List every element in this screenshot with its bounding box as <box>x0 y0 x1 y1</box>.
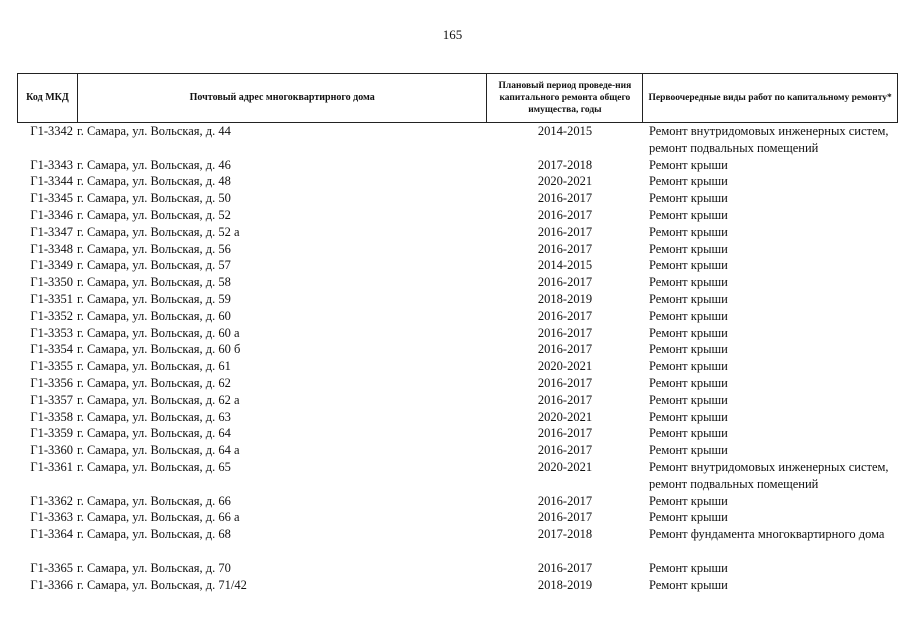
cell-works: Ремонт крыши <box>649 560 728 575</box>
cell-works: Ремонт крыши <box>649 275 728 290</box>
cell-address: г. Самара, ул. Вольская, д. 46 <box>77 157 231 172</box>
table-row <box>17 291 898 308</box>
cell-works: Ремонт внутридомовых инженерных систем, ремонт подвальных помещений <box>649 459 889 491</box>
cell-address: г. Самара, ул. Вольская, д. 52 а <box>77 224 240 239</box>
cell-works: Ремонт внутридомовых инженерных систем, ремонт подвальных помещений <box>649 124 889 155</box>
cell-works: Ремонт крыши <box>649 191 728 206</box>
cell-address: г. Самара, ул. Вольская, д. 71/42 <box>77 577 247 592</box>
cell-address: г. Самара, ул. Вольская, д. 50 <box>77 191 231 206</box>
table-row <box>17 257 898 274</box>
cell-period: 2016-2017 <box>537 241 593 256</box>
cell-period: 2020-2021 <box>537 174 593 189</box>
table-row <box>17 157 898 174</box>
table-row <box>17 493 898 510</box>
cell-works: Ремонт крыши <box>649 157 728 172</box>
cell-period: 2018-2019 <box>537 291 593 306</box>
cell-code: Г1-3352 <box>30 308 73 323</box>
cell-address: г. Самара, ул. Вольская, д. 64 а <box>77 443 240 458</box>
table-row <box>17 341 898 358</box>
cell-address: г. Самара, ул. Вольская, д. 66 <box>77 493 231 508</box>
cell-code: Г1-3358 <box>30 409 73 424</box>
cell-period: 2017-2018 <box>537 527 593 542</box>
cell-works: Ремонт фундамента многоквартирного дома <box>649 527 885 542</box>
cell-works: Ремонт крыши <box>649 577 728 592</box>
cell-period: 2017-2018 <box>537 157 593 172</box>
cell-code: Г1-3344 <box>30 174 73 189</box>
cell-code: Г1-3356 <box>30 375 73 390</box>
cell-works: Ремонт крыши <box>649 426 728 441</box>
cell-code: Г1-3355 <box>30 359 73 374</box>
cell-address: г. Самара, ул. Вольская, д. 44 <box>77 124 231 138</box>
table-row <box>17 308 898 325</box>
table-row <box>17 560 898 577</box>
cell-period: 2016-2017 <box>537 510 593 525</box>
cell-works: Ремонт крыши <box>649 241 728 256</box>
cell-code: Г1-3348 <box>30 241 73 256</box>
cell-code: Г1-3349 <box>30 258 73 273</box>
cell-period: 2016-2017 <box>537 342 593 357</box>
cell-code: Г1-3361 <box>30 459 73 474</box>
table-row <box>17 459 898 493</box>
cell-code: Г1-3345 <box>30 191 73 206</box>
cell-works: Ремонт крыши <box>649 291 728 306</box>
cell-works: Ремонт крыши <box>649 258 728 273</box>
table-row <box>17 409 898 426</box>
table-row <box>17 509 898 526</box>
cell-code: Г1-3359 <box>30 426 73 441</box>
cell-period: 2018-2019 <box>537 577 593 592</box>
cell-works: Ремонт крыши <box>649 342 728 357</box>
cell-address: г. Самара, ул. Вольская, д. 63 <box>77 409 231 424</box>
page-number: 165 <box>442 27 463 42</box>
cell-period: 2016-2017 <box>537 308 593 323</box>
cell-code: Г1-3363 <box>30 510 73 525</box>
table-row <box>17 241 898 258</box>
cell-period: 2016-2017 <box>537 275 593 290</box>
header-address: Почтовый адрес многоквартирного дома <box>78 74 488 122</box>
table-body <box>17 123 898 593</box>
header-code: Код МКД <box>18 74 78 122</box>
table-row <box>17 577 898 594</box>
cell-works: Ремонт крыши <box>649 392 728 407</box>
table-row <box>17 392 898 409</box>
cell-address: г. Самара, ул. Вольская, д. 62 а <box>77 392 240 407</box>
cell-works: Ремонт крыши <box>649 308 728 323</box>
cell-address: г. Самара, ул. Вольская, д. 66 а <box>77 510 240 525</box>
cell-code: Г1-3353 <box>30 325 73 340</box>
table-row <box>17 425 898 442</box>
table-row <box>17 274 898 291</box>
cell-address: г. Самара, ул. Вольская, д. 57 <box>77 258 231 273</box>
cell-address: г. Самара, ул. Вольская, д. 65 <box>77 459 231 474</box>
cell-works: Ремонт крыши <box>649 224 728 239</box>
cell-period: 2020-2021 <box>537 409 593 424</box>
cell-period: 2014-2015 <box>537 124 593 138</box>
cell-code: Г1-3362 <box>30 493 73 508</box>
cell-address: г. Самара, ул. Вольская, д. 61 <box>77 359 231 374</box>
table-row <box>17 190 898 207</box>
cell-code: Г1-3365 <box>30 560 73 575</box>
cell-period: 2016-2017 <box>537 493 593 508</box>
cell-code: Г1-3347 <box>30 224 73 239</box>
cell-period: 2020-2021 <box>537 459 593 474</box>
cell-code: Г1-3342 <box>30 124 73 138</box>
cell-address: г. Самара, ул. Вольская, д. 48 <box>77 174 231 189</box>
table-row <box>17 358 898 375</box>
table-row <box>17 207 898 224</box>
cell-address: г. Самара, ул. Вольская, д. 68 <box>77 527 231 542</box>
table-row <box>17 224 898 241</box>
header-works: Первоочередные виды работ по капитальному ремонту* <box>643 74 898 122</box>
cell-address: г. Самара, ул. Вольская, д. 64 <box>77 426 231 441</box>
cell-code: Г1-3350 <box>30 275 73 290</box>
table-row <box>17 325 898 342</box>
cell-period: 2016-2017 <box>537 443 593 458</box>
cell-works: Ремонт крыши <box>649 207 728 222</box>
cell-period: 2016-2017 <box>537 325 593 340</box>
cell-code: Г1-3343 <box>30 157 73 172</box>
cell-period: 2016-2017 <box>537 191 593 206</box>
cell-works: Ремонт крыши <box>649 375 728 390</box>
cell-works: Ремонт крыши <box>649 325 728 340</box>
cell-code: Г1-3366 <box>30 577 73 592</box>
cell-works: Ремонт крыши <box>649 493 728 508</box>
cell-period: 2020-2021 <box>537 359 593 374</box>
cell-code: Г1-3357 <box>30 392 73 407</box>
cell-period: 2016-2017 <box>537 560 593 575</box>
cell-works: Ремонт крыши <box>649 174 728 189</box>
cell-code: Г1-3364 <box>30 527 73 542</box>
cell-period: 2014-2015 <box>537 258 593 273</box>
cell-works: Ремонт крыши <box>649 443 728 458</box>
table-header <box>17 73 898 123</box>
cell-period: 2016-2017 <box>537 392 593 407</box>
cell-address: г. Самара, ул. Вольская, д. 59 <box>77 291 231 306</box>
table-row <box>17 526 898 543</box>
table-row <box>17 173 898 190</box>
cell-address: г. Самара, ул. Вольская, д. 62 <box>77 375 231 390</box>
cell-address: г. Самара, ул. Вольская, д. 60 а <box>77 325 240 340</box>
cell-address: г. Самара, ул. Вольская, д. 58 <box>77 275 231 290</box>
table-row <box>17 375 898 392</box>
cell-address: г. Самара, ул. Вольская, д. 60 б <box>77 342 241 357</box>
cell-code: Г1-3354 <box>30 342 73 357</box>
cell-period: 2016-2017 <box>537 224 593 239</box>
cell-address: г. Самара, ул. Вольская, д. 52 <box>77 207 231 222</box>
table-row <box>17 123 898 157</box>
cell-period: 2016-2017 <box>537 207 593 222</box>
row-gap <box>17 543 898 560</box>
cell-address: г. Самара, ул. Вольская, д. 56 <box>77 241 231 256</box>
cell-period: 2016-2017 <box>537 426 593 441</box>
header-period: Плановый период проведе-ния капитального ремонта общего имущества, годы <box>487 74 643 122</box>
cell-address: г. Самара, ул. Вольская, д. 60 <box>77 308 231 323</box>
cell-works: Ремонт крыши <box>649 359 728 374</box>
cell-works: Ремонт крыши <box>649 510 728 525</box>
cell-code: Г1-3351 <box>30 291 73 306</box>
cell-code: Г1-3346 <box>30 207 73 222</box>
cell-code: Г1-3360 <box>30 443 73 458</box>
table-row <box>17 442 898 459</box>
cell-period: 2016-2017 <box>537 375 593 390</box>
cell-address: г. Самара, ул. Вольская, д. 70 <box>77 560 231 575</box>
cell-works: Ремонт крыши <box>649 409 728 424</box>
